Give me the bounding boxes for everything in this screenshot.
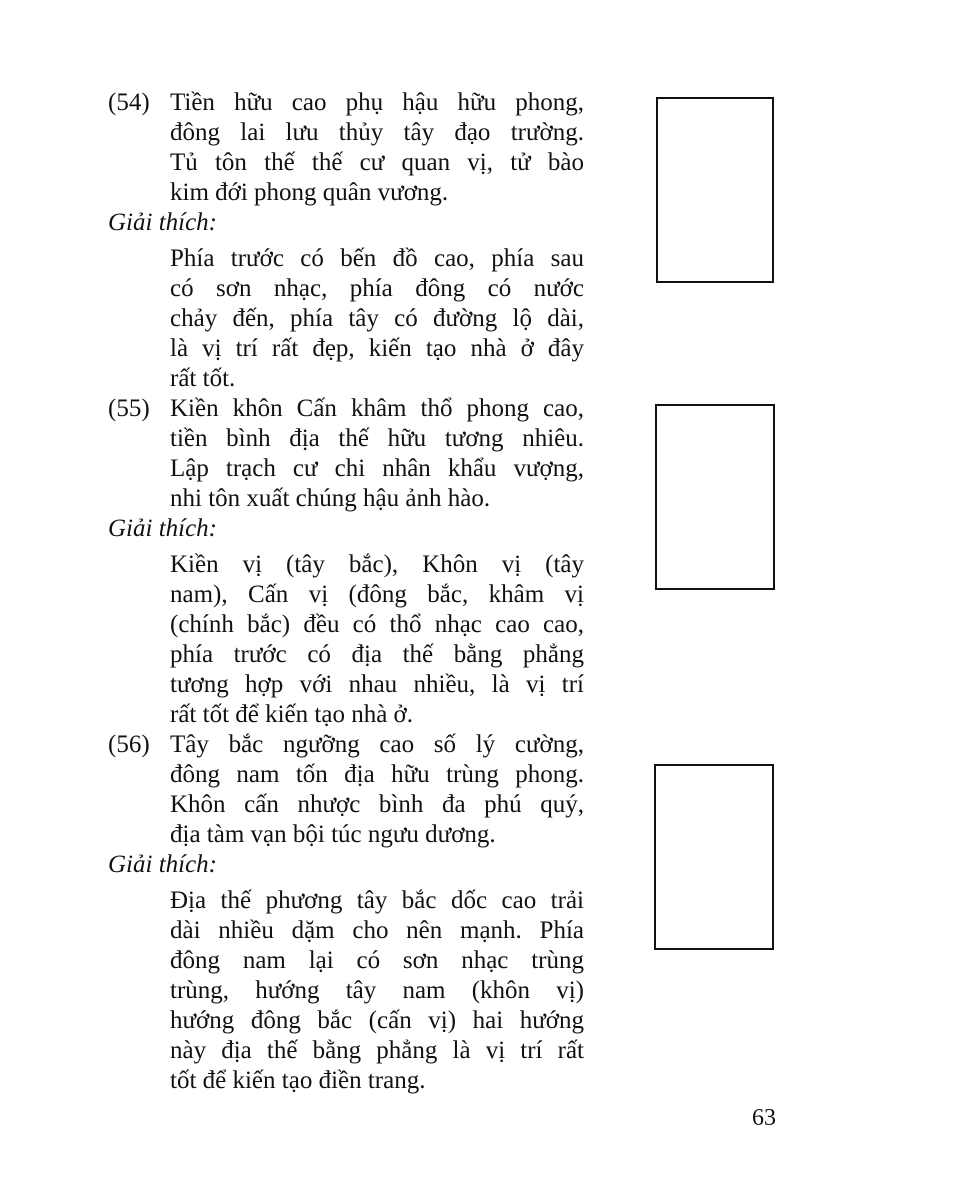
explanation-line: này địa thế bằng phẳng là vị trí rất xyxy=(170,1037,584,1064)
diagram-frame-2 xyxy=(655,404,775,590)
explanation-label: Giải thích: xyxy=(108,209,218,236)
explanation-line: trùng, hướng tây nam (khôn vị) xyxy=(170,977,584,1004)
explanation-label: Giải thích: xyxy=(108,851,218,878)
verse-line: Tiền hữu cao phụ hậu hữu phong, xyxy=(170,89,584,116)
explanation-line: nam), Cấn vị (đông bắc, khâm vị xyxy=(170,581,584,608)
explanation-line: đông nam lại có sơn nhạc trùng xyxy=(170,947,584,974)
verse-line: tiền bình địa thế hữu tương nhiêu. xyxy=(170,425,584,452)
explanation-line: hướng đông bắc (cấn vị) hai hướng xyxy=(170,1007,584,1034)
explanation-text xyxy=(108,244,584,394)
explanation-line: tốt để kiến tạo điền trang. xyxy=(170,1067,426,1094)
explanation-label: Giải thích: xyxy=(108,515,218,542)
verse-number: (56) xyxy=(108,731,150,758)
verse-line: đông lai lưu thủy tây đạo trường. xyxy=(170,119,584,146)
explanation-line: Phía trước có bến đồ cao, phía sau xyxy=(170,245,584,272)
verse-line: nhi tôn xuất chúng hậu ảnh hào. xyxy=(170,485,491,512)
explanation-line: phía trước có địa thế bằng phẳng xyxy=(170,641,584,668)
verse-line: Khôn cấn nhược bình đa phú quý, xyxy=(170,791,584,818)
verse-line: Tây bắc ngưỡng cao số lý cường, xyxy=(170,731,584,758)
verse-line: kim đới phong quân vương. xyxy=(170,179,449,206)
text-column xyxy=(108,88,586,1096)
explanation-line: là vị trí rất đẹp, kiến tạo nhà ở đây xyxy=(170,335,584,362)
explanation-text xyxy=(108,550,584,730)
explanation-line: tương hợp với nhau nhiều, là vị trí xyxy=(170,671,584,698)
diagram-frame-1 xyxy=(656,97,774,283)
verse-entry-55 xyxy=(108,394,586,730)
verse-entry-56 xyxy=(108,730,586,1096)
verse-number: (54) xyxy=(108,89,150,116)
verse-line: Lập trạch cư chi nhân khẩu vượng, xyxy=(170,455,584,482)
explanation-line: chảy đến, phía tây có đường lộ dài, xyxy=(170,305,584,332)
explanation-line: có sơn nhạc, phía đông có nước xyxy=(170,275,584,302)
explanation-line: Kiền vị (tây bắc), Khôn vị (tây xyxy=(170,551,584,578)
explanation-line: dài nhiều dặm cho nên mạnh. Phía xyxy=(170,917,584,944)
explanation-line: Địa thế phương tây bắc dốc cao trải xyxy=(170,887,584,914)
verse-line: Tủ tôn thế thế cư quan vị, tử bào xyxy=(170,149,584,176)
verse-entry-54 xyxy=(108,88,586,394)
explanation-line: rất tốt. xyxy=(170,365,236,392)
explanation-line: (chính bắc) đều có thổ nhạc cao cao, xyxy=(170,611,584,638)
verse-line: Kiền khôn Cấn khâm thổ phong cao, xyxy=(170,395,584,422)
diagram-frame-3 xyxy=(654,764,774,950)
explanation-text xyxy=(108,886,584,1096)
explanation-line: rất tốt để kiến tạo nhà ở. xyxy=(170,701,414,728)
verse-line: đông nam tốn địa hữu trùng phong. xyxy=(170,761,584,788)
page-number: 63 xyxy=(752,1105,776,1131)
verse-line: địa tàm vạn bội túc ngưu dương. xyxy=(170,821,496,848)
verse-number: (55) xyxy=(108,395,150,422)
